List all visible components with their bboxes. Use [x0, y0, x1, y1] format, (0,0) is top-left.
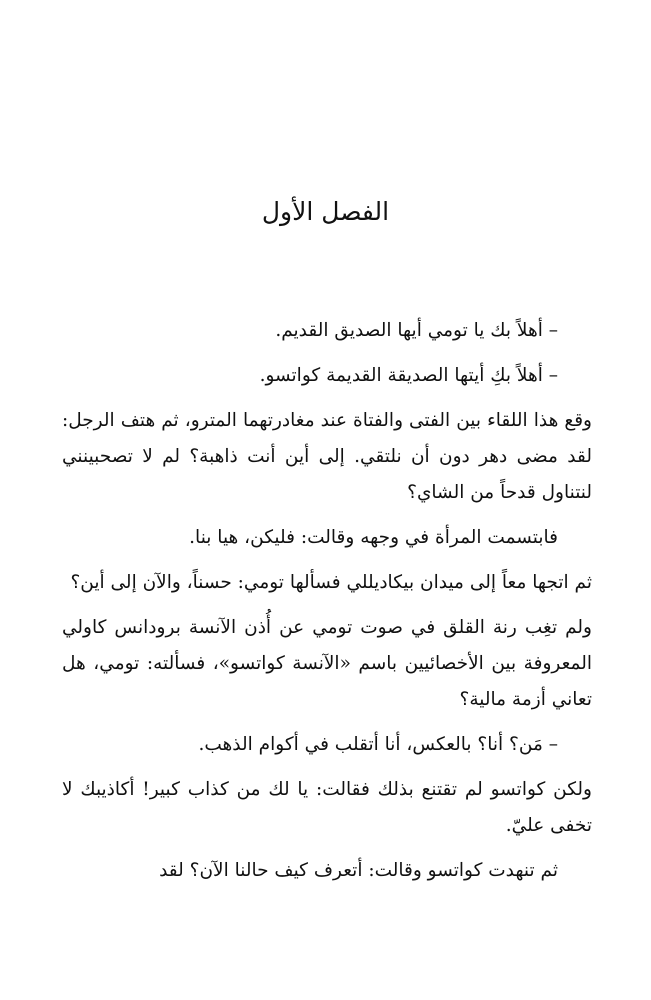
chapter-body: [62, 313, 592, 898]
paragraph-meeting: وقع هذا اللقاء بين الفتى والفتاة عند مغادرتهما المترو، ثم هتف الرجل: لقد مضى دهر دون أن نلتقي. إلى أين أنت ذاهبة؟ لم لا تصحبينني لنتناول قدحاً من الشاي؟: [62, 410, 592, 503]
paragraph-greeting-tommy: – أهلاً بك يا تومي أيها الصديق القديم.: [275, 320, 558, 341]
paragraph-gold: – مَن؟ أنا؟ بالعكس، أنا أتقلب في أكوام الذهب.: [198, 734, 558, 755]
paragraph-piccadilly: ثم اتجها معاً إلى ميدان بيكاديللي فسألها تومي: حسناً، والآن إلى أين؟: [70, 572, 592, 593]
paragraph-sigh: ثم تنهدت كواتسو وقالت: أتعرف كيف حالنا الآن؟ لقد: [159, 860, 558, 881]
paragraph-worry: ولم تغِب رنة القلق في صوت تومي عن أُذن الآنسة برودانس كاولي المعروفة بين الأخصائيين باسم «الآنسة كواتسو»، فسألته: تومي، هل تعاني أزمة مالية؟: [62, 617, 592, 710]
paragraph-smile: فابتسمت المرأة في وجهه وقالت: فليكن، هيا بنا.: [189, 527, 558, 548]
paragraph-greeting-tuppence: – أهلاً بكِ أيتها الصديقة القديمة كواتسو.: [259, 365, 558, 386]
paragraph-liar: ولكن كواتسو لم تقتنع بذلك فقالت: يا لك من كذاب كبير! أكاذيبك لا تخفى عليّ.: [62, 779, 592, 836]
chapter-title: الفصل الأول: [261, 197, 390, 226]
